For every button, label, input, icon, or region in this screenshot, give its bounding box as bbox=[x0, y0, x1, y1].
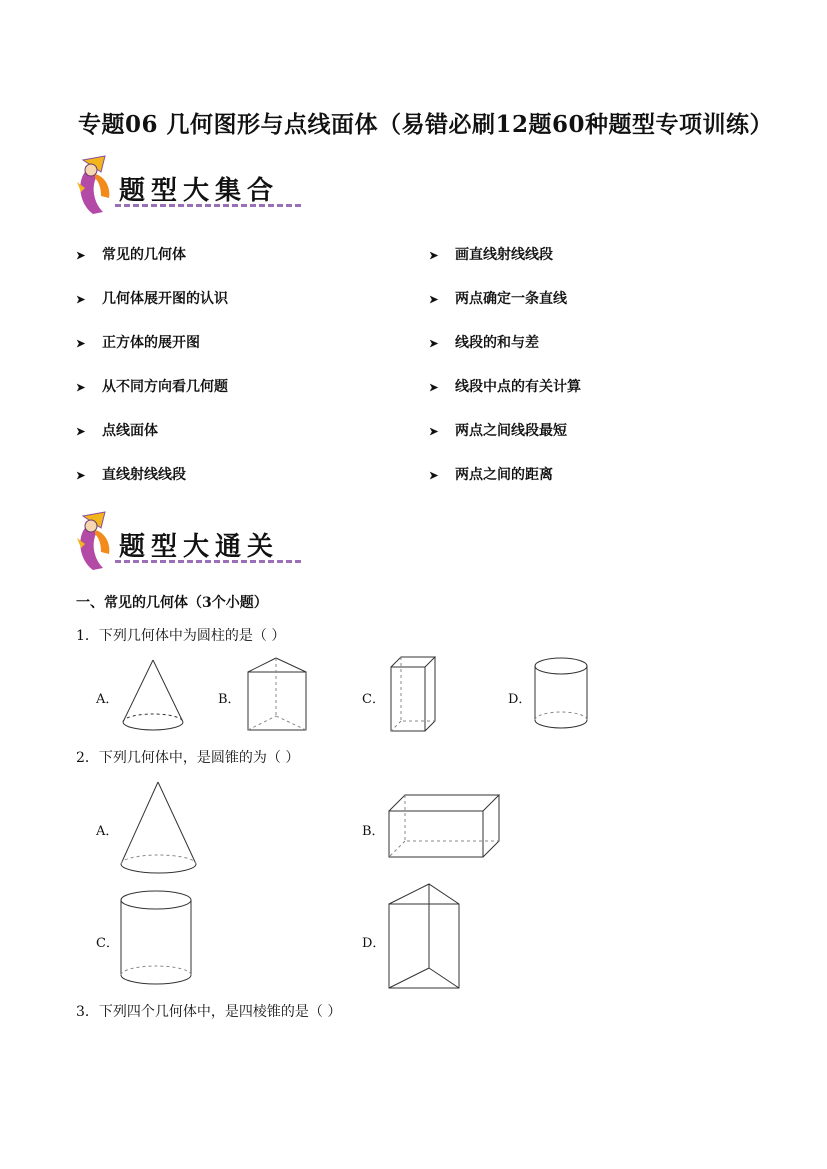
wizard-icon bbox=[75, 508, 119, 578]
triangular-prism-shape bbox=[387, 882, 461, 994]
cuboid-shape bbox=[389, 655, 437, 735]
arrow-icon: ➤ bbox=[76, 425, 86, 438]
toc-item[interactable]: ➤ 直线射线线段 bbox=[76, 467, 186, 483]
page-title: 专题06 几何图形与点线面体（易错必刷12题60种题型专项训练） bbox=[78, 111, 774, 138]
q1-option-a-label[interactable]: A． bbox=[96, 692, 119, 707]
toc-item[interactable]: ➤ 线段中点的有关计算 bbox=[429, 379, 581, 395]
q1-option-d-label[interactable]: D． bbox=[508, 692, 532, 707]
toc-item[interactable]: ➤ 两点之间线段最短 bbox=[429, 423, 567, 439]
cone-shape bbox=[120, 658, 186, 732]
q1-option-b-label[interactable]: B． bbox=[218, 692, 241, 707]
question-1-stem: 1．下列几何体中为圆柱的是（ ） bbox=[76, 628, 286, 644]
cylinder-shape bbox=[118, 889, 196, 989]
arrow-icon: ➤ bbox=[76, 249, 86, 262]
q2-option-a-label[interactable]: A． bbox=[96, 824, 119, 839]
toc-right-column bbox=[429, 244, 581, 508]
cone-shape bbox=[118, 780, 200, 876]
wizard-icon bbox=[75, 152, 119, 222]
cuboid-shape bbox=[387, 793, 501, 861]
toc-item[interactable]: ➤ 常见的几何体 bbox=[76, 247, 186, 263]
toc-item[interactable]: ➤ 两点之间的距离 bbox=[429, 467, 553, 483]
arrow-icon: ➤ bbox=[76, 381, 86, 394]
toc-item[interactable]: ➤ 两点确定一条直线 bbox=[429, 291, 567, 307]
section-banner-collection bbox=[75, 152, 310, 222]
arrow-icon: ➤ bbox=[76, 337, 86, 350]
q2-option-c-label[interactable]: C． bbox=[96, 936, 119, 951]
toc-item[interactable]: ➤ 线段的和与差 bbox=[429, 335, 539, 351]
arrow-icon: ➤ bbox=[429, 381, 439, 394]
question-3-stem: 3．下列四个几何体中，是四棱锥的是（ ） bbox=[76, 1004, 342, 1020]
arrow-icon: ➤ bbox=[76, 293, 86, 306]
toc-item[interactable]: ➤ 从不同方向看几何题 bbox=[76, 379, 228, 395]
banner-title: 题型大通关 bbox=[119, 532, 280, 562]
banner-underline bbox=[115, 560, 301, 563]
cylinder-shape bbox=[532, 656, 590, 732]
banner-title: 题型大集合 bbox=[119, 176, 280, 206]
arrow-icon: ➤ bbox=[429, 249, 439, 262]
toc-left-column bbox=[76, 244, 228, 508]
arrow-icon: ➤ bbox=[76, 469, 86, 482]
toc-item[interactable]: ➤ 正方体的展开图 bbox=[76, 335, 200, 351]
banner-underline bbox=[115, 204, 301, 207]
toc-item[interactable]: ➤ 点线面体 bbox=[76, 423, 158, 439]
question-2-stem: 2．下列几何体中，是圆锥的为（ ） bbox=[76, 750, 300, 766]
arrow-icon: ➤ bbox=[429, 425, 439, 438]
q2-option-d-label[interactable]: D． bbox=[362, 936, 386, 951]
triangular-prism-shape bbox=[246, 656, 308, 734]
section-banner-pass bbox=[75, 508, 310, 578]
q1-option-c-label[interactable]: C． bbox=[362, 692, 385, 707]
toc-item[interactable]: ➤ 几何体展开图的认识 bbox=[76, 291, 228, 307]
section-heading: 一、常见的几何体（3个小题） bbox=[76, 595, 268, 611]
arrow-icon: ➤ bbox=[429, 337, 439, 350]
toc-item[interactable]: ➤ 画直线射线线段 bbox=[429, 247, 553, 263]
arrow-icon: ➤ bbox=[429, 469, 439, 482]
arrow-icon: ➤ bbox=[429, 293, 439, 306]
q2-option-b-label[interactable]: B． bbox=[362, 824, 385, 839]
